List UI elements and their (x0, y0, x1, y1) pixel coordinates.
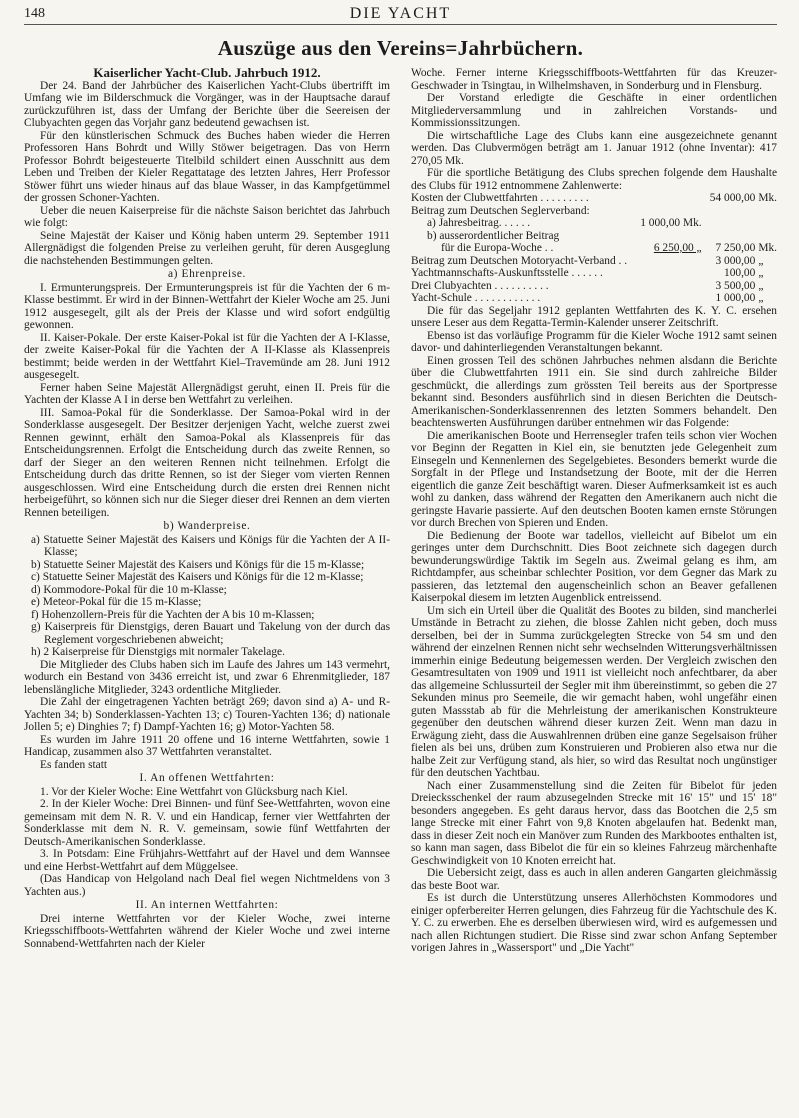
budget-unit: Mk. (758, 242, 777, 254)
paragraph: Ferner haben Seine Majestät Allergnädigst geruht, einen II. Preis für die Yachten der Klasse A I in derse ben Wettfahrt zu verleihen. (24, 381, 390, 406)
subheading-ehrenpreise: a) Ehrenpreise. (168, 268, 246, 280)
table-row (411, 280, 777, 293)
budget-amount: 100,00 (724, 267, 756, 279)
paragraph: Um sich ein Urteil über die Qualität des Bootes zu bilden, sind mancherlei Umstände in Betracht zu ziehen, die blosse Zahlen nicht geben, doch muss derselben, bei der in Summa zurückgelegten Strecke von 54 sm und den während der einzelnen Rennen nicht sehr wechselnden Witterungsverhältnissen immerhin einige Bedeutung beigemessen werden. Der Vergleich zwischen den Gesamtresultaten von 1909 und 1911 ist vielleicht noch anfechtbarer, da aber das allgemeine Schlussurteil der Segler mit ihm übereinstimmt, so geben die 27 Sekunden minus pro Seemeile, die wir gemacht haben, wohl ungefähr einen guten Massstab ab für die Mehrleistung der amerikanischen Konstrukteure gegenüber den deutschen während dieser kurzen Zeit. Wenn man dazu in Erwägung zieht, dass die Auswahlrennen drüben eine ganze Segelsaison früher fielen als bei uns, drüben zum Konstruieren und Probieren also etwa nur die halbe Zeit zur Verfügung stand, als hier, so wird das Resultat noch ungünstiger für den deutschen Yachtbau. (411, 604, 777, 779)
paragraph: Es ist durch die Unterstützung unseres Allerhöchsten Kommodores und einiger opferbereiter Herren gelungen, dies Fahrzeug für die Yachtschule des K. Y. C. zu erwerben. Ehe es derselben überwiesen wird, wird es aufgemessen und nach allen Richtungen studiert. Die Risse sind zwar schon Anfang September vorigen Jahres in „Wassersport" und „Die Yacht" (411, 892, 777, 954)
list-item: d) Kommodore-Pokal für die 10 m-Klasse; (31, 583, 227, 596)
paragraph: Für die sportliche Betätigung des Clubs sprechen folgende dem Haushalte des Clubs für 1912 entnommene Zahlenwerte: (411, 167, 777, 192)
list-item: g) Kaiserpreis für Dienstgigs, deren Bauart und Takelung von der durch das Reglement vorgeschriebenen abweicht; (31, 621, 390, 646)
table-row (411, 292, 777, 305)
budget-unit: „ (758, 292, 764, 304)
journal-name: DIE YACHT (349, 5, 452, 22)
paragraph: Es fanden statt (40, 758, 108, 771)
budget-unit: Mk. (758, 192, 777, 204)
left-column (24, 67, 390, 955)
paragraph: Die Bedienung der Boote war tadellos, vielleicht auf Bibelot um ein geringes unter dem Durchschnitt. Dies Boot zeichnete sich dagegen durch bewunderungswürdige Taktik im Segeln aus. Zweimal gelang es ihm, am Richtdampfer, aus scheinbar schlechter Position, vor dem Gegner das Mark zu passieren, das letztemal den augenscheinlich schon an Beaver gefallenen Kaiserpokal diesem im letzten Augenblick entreissend. (411, 529, 777, 604)
paragraph: II. Kaiser-Pokale. Der erste Kaiser-Pokal ist für die Yachten der A I-Klasse, der zweite Kaiser-Pokal für die Yachten der A II-Klasse als Klassenpreis bestimmt; beide werden in der Wettfahrt Kiel–Travemünde am 28. Juni 1912 ausgesegelt. (24, 331, 390, 381)
paragraph: 2. In der Kieler Woche: Drei Binnen- und fünf See-Wettfahrten, wovon eine gemeinsam mit dem N. R. V. und ein Handicap, ferner vier Wettfahrten der Sonderklasse mit dem N. R. V. gemeinsam, sowie fünf Wettfahrten der Deutsch-Amerikanischen Sonderklasse. (24, 798, 390, 848)
budget-amount: 3 500,00 (715, 279, 756, 292)
paragraph: Der Vorstand erledigte die Geschäfte in einer ordentlichen Mitgliederversammlung und in zahlreichen Vorstands- und Kommissionssitzungen. (411, 92, 777, 129)
budget-amount: 3 000,00 (715, 254, 756, 267)
right-column (411, 67, 777, 955)
table-row (411, 242, 777, 255)
budget-label: Beitrag zum Deutschen Motoryacht-Verband . . (411, 254, 628, 267)
budget-unit: „ (758, 279, 764, 292)
budget-label: für die Europa-Woche . . (441, 242, 554, 254)
table-row (411, 205, 777, 218)
budget-amount: 7 250,00 (715, 242, 756, 254)
paragraph: Woche. Ferner interne Kriegsschiffboots-Wettfahrten für das Kreuzer-Geschwader in Tsingtau, in Wilhelmshaven, in Sonderburg und in Flensburg. (411, 67, 777, 92)
section-heading-kyc: Kaiserlicher Yacht-Club. Jahrbuch 1912. (93, 65, 321, 80)
budget-label: Beitrag zum Deutschen Seglerverband: (411, 204, 590, 217)
budget-label: Yacht-Schule . . . . . . . . . . . . (411, 292, 541, 304)
paragraph: Die amerikanischen Boote und Herrensegler trafen teils schon vier Wochen vor Beginn der Regatten in Kiel ein, sie benutzten jede Gelegenheit zum Einsegeln und Kennenlernen des Segelgebietes. Besonders bemerkt wurde die Sorgfalt in der Pflege und Instandsetzung der Boote, mit der die Herren eigentlich die ganze Zeit beschäftigt waren. Dieser Aufmerksamkeit ist es auch wohl zu danken, dass während der Regatten den Amerikanern auch nicht die geringste Havarie passierte. Auf den deutschen Booten kamen ernste Störungen vor durch Brechen von Spieren und Enden. (411, 429, 777, 529)
subheading-wanderpreise: b) Wanderpreise. (163, 520, 251, 532)
paragraph: Drei interne Wettfahrten vor der Kieler Woche, zwei interne Kriegsschiffboots-Wettfahrten während der Kieler Woche und zwei interne Sonnabend-Wettfahrten nach der Kieler (24, 912, 390, 950)
budget-label: Kosten der Clubwettfahrten . . . . . . . . . (411, 192, 589, 204)
table-row (411, 230, 777, 243)
budget-subamount: 6 250,00 „ (653, 242, 702, 254)
paragraph: 3. In Potsdam: Eine Frühjahrs-Wettfahrt auf der Havel und dem Wannsee und eine Herbst-Wettfahrt auf dem Müggelsee. (24, 848, 390, 873)
paragraph: Die wirtschaftliche Lage des Clubs kann eine ausgezeichnete genannt werden. Das Clubvermögen beträgt am 1. Januar 1912 (ohne Inventar): 417 270,05 Mk. (411, 129, 777, 167)
list-item: b) Statuette Seiner Majestät des Kaisers und Königs für die 15 m-Klasse; (31, 558, 365, 571)
paragraph: I. Ermunterungspreis. Der Ermunterungspreis ist für die Yachten der 6 m-Klasse bestimmt. Er wird in der Binnen-Wettfahrt der Kieler Woche am 25. Juni 1912 ausgesegelt, gilt als der Preis der Klasse und wird sofort endgültig gewonnen. (24, 281, 390, 331)
budget-label: a) Jahresbeitrag. . . . . . (427, 217, 531, 229)
article-title: Auszüge aus den Vereins=Jahrbüchern. (217, 36, 584, 60)
paragraph: III. Samoa-Pokal für die Sonderklasse. Der Samoa-Pokal wird in der Sonderklasse ausgesegelt. Der Besitzer derjenigen Yacht, welche zuerst zwei Rennen gewinnt, erhält den Samoa-Pokal als Klassenpreis für das Entscheidungsrennen. Erfolgt die Entscheidung durch das zweite Rennen, so darf der Sieger an den weiteren Rennen nicht teilnehmen. Erfolgt die Entscheidung durch das dritte Rennen, so ist der Sieger vom vierten Rennen ausgeschlossen. Wird eine Entscheidung durch die ersten drei Rennen nicht herbeigeführt, so können sich nur die Sieger dieser drei Rennen an dem vierten Rennen beteiligen. (24, 406, 390, 519)
subheading-offene-wettfahrten: I. An offenen Wettfahrten: (139, 772, 275, 784)
paragraph: Die Uebersicht zeigt, dass es auch in allen anderen Gangarten gleichmässig das beste Boot war. (411, 867, 777, 892)
budget-label: Drei Clubyachten . . . . . . . . . . (411, 279, 549, 292)
article-body (24, 67, 777, 955)
paragraph: Seine Majestät der Kaiser und König haben unterm 29. September 1911 Allergnädigst die folgenden Preise zu verleihen geruht, für deren Ausgeglung die nachstehenden Bestimmungen gelten. (24, 229, 390, 267)
list-item: a) Statuette Seiner Majestät des Kaisers und Königs für die Yachten der A II-Klasse; (31, 533, 390, 558)
list-item: f) Hohenzollern-Preis für die Yachten der A bis 10 m-Klassen; (31, 608, 315, 621)
subheading-interne-wettfahrten: II. An internen Wettfahrten: (135, 899, 279, 911)
list-item: e) Meteor-Pokal für die 15 m-Klasse; (31, 596, 202, 608)
budget-unit: „ (758, 267, 764, 279)
paragraph: Die Mitglieder des Clubs haben sich im Laufe des Jahres um 143 vermehrt, wodurch ein Bestand von 3436 erreicht ist, und zwar 6 Ehrenmitglieder, 187 lebenslängliche Mitglieder, 3243 ordentliche Mitglieder. (24, 658, 390, 696)
paragraph: Die Zahl der eingetragenen Yachten beträgt 269; davon sind a) A- und R-Yachten 34; b) Sonderklassen-Yachten 13; c) Touren-Yachten 136; d) nationale Jollen 5; e) Dinghies 7; f) Dampf-Yachten 16; g) Motor-Yachten 58. (24, 696, 390, 733)
paragraph: Einen grossen Teil des schönen Jahrbuches nehmen alsdann die Berichte über die Clubwettfahrten 1911 ein. Sie sind durch zahlreiche Bilder geschmückt, die allerdings zum grössten Teil bereits aus der Sportpresse bekannt sind. Besonders ausführlich sind in diesen Berichten die Deutsch-Amerikanischen-Sonderklassenrennen des letzten Sommers behandelt. Den beachtenswerten Ausführungen darüber entnehmen wir das Folgende: (411, 354, 777, 429)
paragraph: Für den künstlerischen Schmuck des Buches haben wieder die Herren Professoren Hans Bohrdt und Willy Stöwer beigetragen. Das von Herrn Professor Bohrdt beigesteuerte Titelbild schildert einen Ausschnitt aus dem Leben und Treiben der Kieler Regattatage des letzten Jahres, Herr Professor Stöwer führt uns wieder hinaus auf das blaue Wasser, in das Kampfgetümmel der grossen Schoner-Yachten. (24, 129, 390, 204)
paragraph: (Das Handicap von Helgoland nach Deal fiel wegen Nichtmeldens von 3 Yachten aus.) (24, 873, 390, 898)
budget-amount: 54 000,00 (709, 192, 756, 204)
paragraph: Die für das Segeljahr 1912 geplanten Wettfahrten des K. Y. C. ersehen unsere Leser aus dem Regatta-Termin-Kalender unserer Zeitschrift. (411, 304, 777, 329)
list-item: c) Statuette Seiner Majestät des Kaisers und Königs für die 12 m-Klasse; (31, 571, 364, 583)
table-row (411, 267, 777, 280)
budget-unit: „ (758, 254, 764, 267)
paragraph: 1. Vor der Kieler Woche: Eine Wettfahrt von Glücksburg nach Kiel. (40, 785, 348, 798)
budget-amount: 1 000,00 (715, 292, 756, 304)
paragraph: Nach einer Zusammenstellung sind die Zeiten für Bibelot für jeden Dreiecksschenkel der raum abzusegelnden Strecke mit 16' 15" und 15' 18" besonders angegeben. Es geht daraus hervor, dass das Bootchen die 2,5 sm lange Strecke mit einer Fahrt von 9,8 Knoten abgelaufen hat. Bedenkt man, dass in dieser Zeit noch ein Manöver zum Runden des Markbootes enthalten ist, so kann man sagen, dass Bibelot die für ein so kleines Fahrzeug märchenhafte Geschwindigkeit von 10 Knoten erreicht hat. (411, 779, 777, 867)
paragraph: Ebenso ist das vorläufige Programm für die Kieler Woche 1912 samt seinen davor- und dahinterliegenden Veranstaltungen bekannt. (411, 329, 777, 354)
paragraph: Der 24. Band der Jahrbücher des Kaiserlichen Yacht-Clubs übertrifft im Umfang wie im Bilderschmuck die Vorgänger, was in der Hauptsache darauf zurückzuführen ist, dass der Umfang der Berichte über die Seereisen der Clubyachten gegen das Vorjahr ganz bedeutend gewachsen ist. (24, 79, 390, 129)
budget-subamount: 1 000,00 Mk. (640, 217, 702, 229)
budget-table (411, 192, 777, 305)
page-number: 148 (24, 6, 45, 21)
paragraph: Es wurden im Jahre 1911 20 offene und 16 interne Wettfahrten, sowie 1 Handicap, zusammen also 37 Wettfahrten veranstaltet. (24, 733, 390, 758)
table-row (411, 217, 777, 230)
budget-label: Yachtmannschafts-Auskunftsstelle . . . . . . (411, 267, 603, 279)
table-row (411, 255, 777, 268)
running-header (24, 4, 777, 25)
budget-label: b) ausserordentlicher Beitrag (427, 229, 560, 242)
list-item: h) 2 Kaiserpreise für Dienstgigs mit normaler Takelage. (31, 646, 285, 658)
table-row (411, 192, 777, 205)
paragraph: Ueber die neuen Kaiserpreise für die nächste Saison berichtet das Jahrbuch wie folgt: (24, 204, 390, 229)
